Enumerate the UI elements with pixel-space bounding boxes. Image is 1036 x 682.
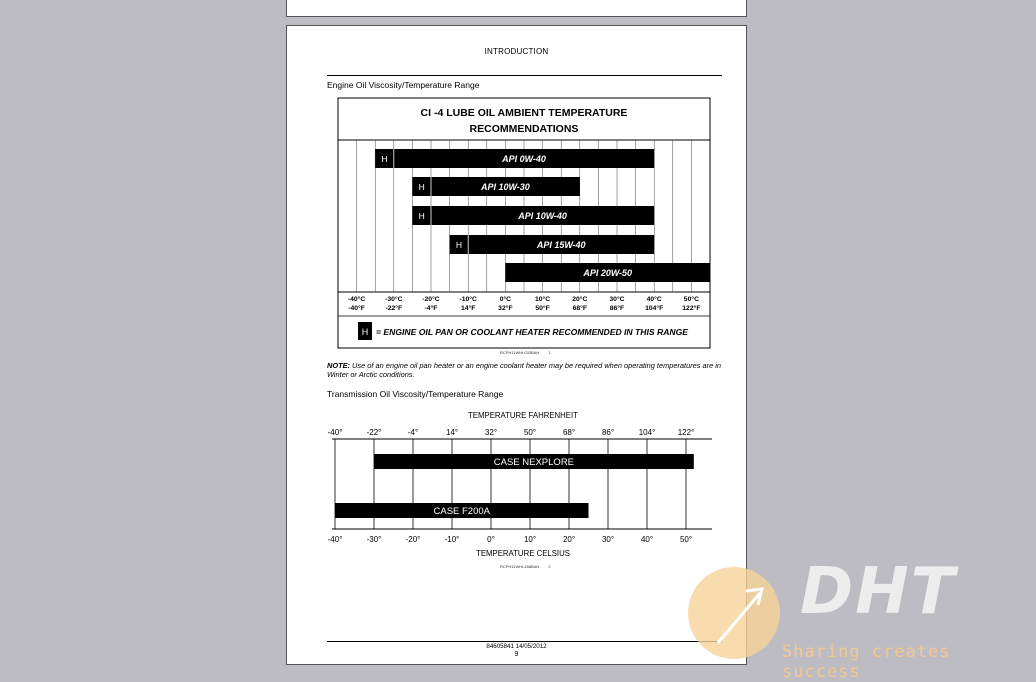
- transmission-tick-fahrenheit: -4°: [407, 428, 419, 437]
- header-rule: [327, 75, 722, 76]
- transmission-tick-fahrenheit: -40°: [327, 428, 343, 437]
- footer-code: 84605841 14/05/2012: [486, 643, 547, 650]
- engine-tick-celsius: -20°C: [422, 296, 440, 303]
- note-text: Use of an engine oil pan heater or an engine coolant heater may be required when operating temperatures are in Winter or Arctic conditions.: [327, 361, 722, 379]
- previous-page: [286, 0, 747, 17]
- heater-marker: H: [455, 240, 462, 250]
- engine-tick-celsius: 10°C: [535, 296, 551, 303]
- fahrenheit-axis-label: TEMPERATURE FAHRENHEIT: [468, 411, 578, 420]
- engine-tick-fahrenheit: -22°F: [385, 305, 403, 312]
- section2-title: Transmission Oil Viscosity/Temperature Range: [327, 389, 504, 399]
- transmission-tick-fahrenheit: 86°: [601, 428, 615, 437]
- watermark-logo-icon: [688, 565, 784, 661]
- transmission-tick-celsius: -40°: [327, 535, 343, 544]
- celsius-axis-label: TEMPERATURE CELSIUS: [476, 549, 570, 558]
- engine-tick-celsius: 50°C: [683, 296, 699, 303]
- engine-tick-celsius: 40°C: [646, 296, 662, 303]
- engine-oil-bar-label: API 20W-50: [583, 268, 633, 278]
- heater-marker: H: [381, 154, 388, 164]
- engine-chart-title-line2: RECOMMENDATIONS: [469, 123, 579, 135]
- transmission-tick-fahrenheit: 104°: [638, 428, 656, 437]
- document-page: [286, 25, 747, 665]
- transmission-oil-chart: [327, 407, 722, 567]
- engine-tick-fahrenheit: 50°F: [535, 305, 550, 312]
- transmission-tick-celsius: -20°: [405, 535, 421, 544]
- transmission-tick-celsius: 0°: [487, 535, 495, 544]
- transmission-tick-celsius: -10°: [444, 535, 460, 544]
- engine-tick-fahrenheit: 14°F: [460, 305, 476, 312]
- figure1-code: RCPH11WHL033BAH: [500, 350, 540, 355]
- engine-oil-chart: [337, 97, 713, 349]
- transmission-tick-fahrenheit: 32°: [484, 428, 498, 437]
- engine-tick-fahrenheit: -40°F: [348, 305, 365, 312]
- engine-tick-fahrenheit: -4°F: [424, 305, 438, 312]
- engine-oil-bar-label: API 10W-30: [481, 182, 530, 192]
- transmission-tick-celsius: 20°: [562, 535, 576, 544]
- engine-oil-bar-label: API 15W-40: [536, 240, 586, 250]
- transmission-tick-fahrenheit: 68°: [562, 428, 576, 437]
- engine-oil-bar-label: API 0W-40: [502, 154, 546, 164]
- transmission-tick-celsius: 30°: [601, 535, 615, 544]
- engine-tick-fahrenheit: 122°F: [682, 305, 701, 312]
- engine-tick-fahrenheit: 68°F: [572, 305, 588, 312]
- legend-heater-text: = ENGINE OIL PAN OR COOLANT HEATER RECOMMENDED IN THIS RANGE: [376, 327, 689, 337]
- heater-marker: H: [418, 211, 425, 221]
- figure2-code: RCPH11WHL458BAH: [500, 564, 540, 569]
- transmission-tick-celsius: 50°: [679, 535, 693, 544]
- note-label: NOTE:: [327, 361, 350, 370]
- section1-title: Engine Oil Viscosity/Temperature Range: [327, 80, 480, 90]
- engine-chart-title-line1: CI -4 LUBE OIL AMBIENT TEMPERATURE: [420, 107, 628, 119]
- figure1-number: 1: [548, 350, 551, 355]
- engine-tick-fahrenheit: 32°F: [498, 305, 513, 312]
- engine-tick-celsius: 20°C: [572, 296, 588, 303]
- footer-rule: [327, 641, 722, 642]
- figure2-number: 2: [548, 564, 551, 569]
- transmission-tick-fahrenheit: 50°: [523, 428, 537, 437]
- page-header: INTRODUCTION: [484, 47, 549, 56]
- transmission-oil-bar-label: CASE F200A: [433, 506, 490, 517]
- transmission-tick-celsius: 10°: [523, 535, 537, 544]
- watermark-tagline: Sharing creates success: [782, 642, 951, 682]
- engine-tick-celsius: -30°C: [385, 296, 403, 303]
- engine-tick-celsius: -40°C: [347, 296, 366, 303]
- engine-tick-fahrenheit: 104°F: [645, 305, 664, 312]
- engine-tick-celsius: 30°C: [609, 296, 625, 303]
- figure1-reference: [500, 350, 551, 355]
- transmission-tick-fahrenheit: 122°: [677, 428, 695, 437]
- legend-heater-marker: H: [361, 327, 369, 337]
- engine-tick-fahrenheit: 86°F: [609, 305, 625, 312]
- engine-tick-celsius: 0°C: [499, 296, 512, 303]
- transmission-tick-celsius: -30°: [366, 535, 382, 544]
- heater-marker: H: [418, 182, 425, 192]
- transmission-oil-bar-label: CASE NEXPLORE: [493, 457, 575, 468]
- engine-oil-bar-label: API 10W-40: [518, 211, 567, 221]
- transmission-tick-celsius: 40°: [640, 535, 654, 544]
- transmission-tick-fahrenheit: -22°: [366, 428, 382, 437]
- figure2-reference: [500, 564, 551, 569]
- page-number: 9: [514, 651, 519, 658]
- transmission-tick-fahrenheit: 14°: [445, 428, 459, 437]
- watermark-brand: DHT: [800, 555, 957, 629]
- note-paragraph: [327, 362, 727, 379]
- engine-tick-celsius: -10°C: [459, 296, 477, 303]
